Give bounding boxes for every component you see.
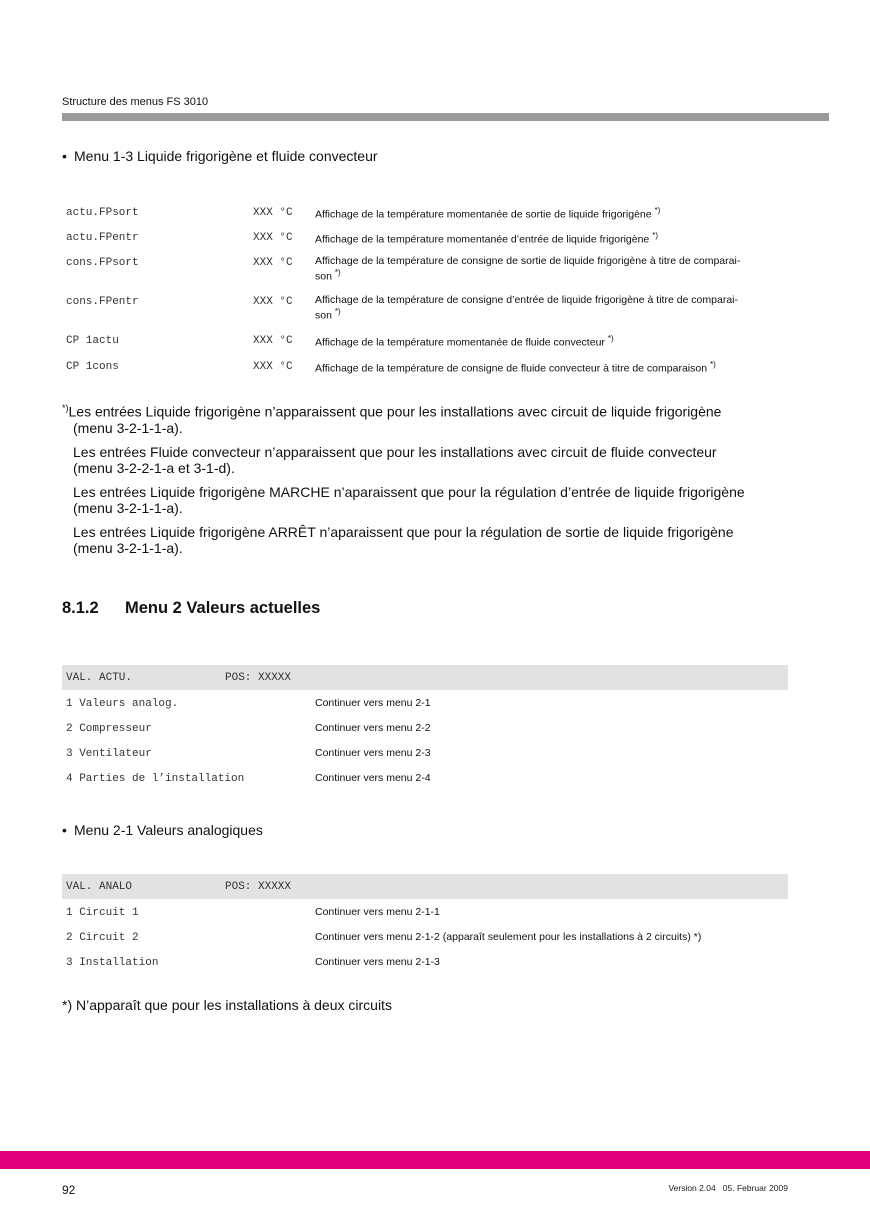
page-number: 92 (62, 1183, 76, 1197)
running-header: Structure des menus FS 3010 (62, 96, 209, 108)
table-header: VAL. ACTU. POS: XXXXX (62, 665, 788, 690)
version-label: Version 2.04 05. Februar 2009 (668, 1183, 788, 1193)
table-header: VAL. ANALO POS: XXXXX (62, 874, 788, 899)
menu-1-3-heading: • Menu 1-3 Liquide frigorigène et fluide convecteur (62, 148, 378, 164)
bullet-icon: • (62, 148, 67, 164)
section-heading: 8.1.2 Menu 2 Valeurs actuelles (62, 599, 321, 617)
menu-2-1-heading: • Menu 2-1 Valeurs analogiques (62, 822, 263, 838)
footnotes (62, 400, 792, 564)
bullet-icon: • (62, 822, 67, 838)
footnote-para: Les entrées Liquide frigorigène MARCHE n’aparaissent que pour la régulation d’entrée de liquide frigorigène (menu 3-2-1-1-a). (73, 483, 745, 516)
footnote-para: *)Les entrées Liquide frigorigène n’apparaissent que pour les installations avec circuit de liquide frigorigène (menu 3-2-1-1-a). (62, 403, 722, 436)
footnote-para: Les entrées Fluide convecteur n’apparaissent que pour les installations avec circuit de fluide convecteur (menu 3-2-2-1-a et 3-1-d). (73, 443, 717, 476)
footer-accent-bar (0, 1151, 870, 1169)
header-rule (62, 113, 829, 121)
footnote-para: Les entrées Liquide frigorigène ARRÊT n’aparaissent que pour la régulation de sortie de liquide frigorigène (menu 3-2-1-1-a). (73, 523, 734, 556)
footnote-circuits: *) N’apparaît que pour les installations à deux circuits (62, 997, 392, 1013)
